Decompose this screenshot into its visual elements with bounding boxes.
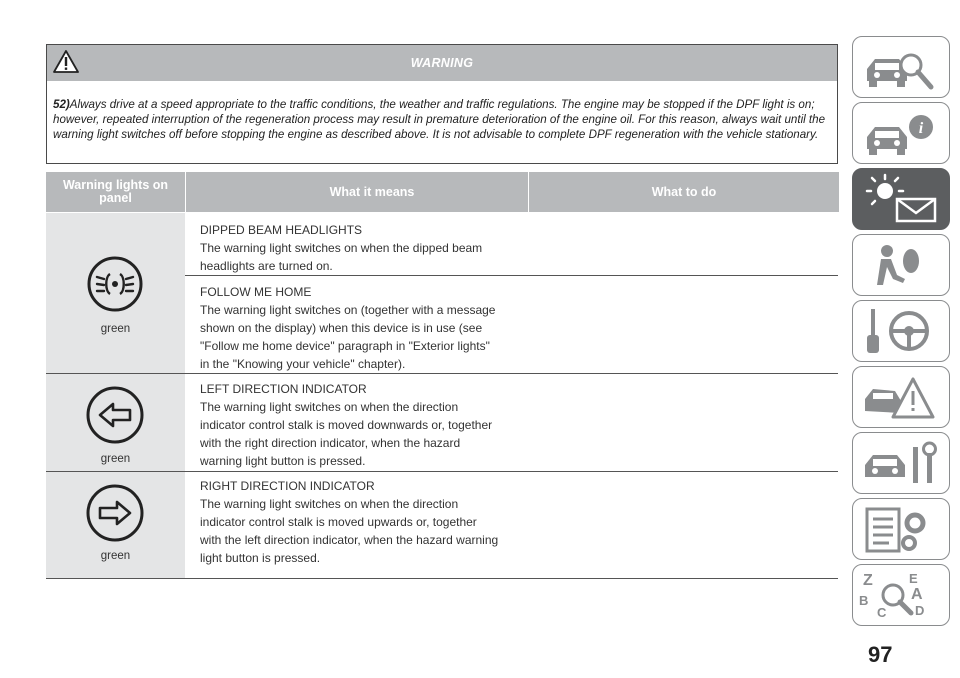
warning-lights-table xyxy=(46,172,838,565)
lamp-cell xyxy=(46,213,185,373)
checklist-gear-icon[interactable] xyxy=(852,498,950,560)
warning-body: Always drive at a speed appropriate to the traffic conditions, the weather and traffic regulations. The engine may be stopped if the DPF light is on; however, repeated interruption of the regeneration process may result in premature deterioration of the engine oil. For this reason, always wait until the warning light switches off before stopping the engine as described above. It is not advisable to complete DPF regeneration with the vehicle stationary. xyxy=(53,98,826,141)
entry-line: shown on the display) when this device is in use (see xyxy=(200,321,483,335)
warning-box xyxy=(46,44,838,164)
entry-line: indicator control stalk is moved downwards or, together xyxy=(200,418,493,432)
warning-header xyxy=(47,45,837,81)
warning-light-message-icon[interactable] xyxy=(852,168,950,230)
column-header-meaning: What it means xyxy=(185,172,558,212)
entry-line: The warning light switches on when the direction xyxy=(200,400,459,414)
lamp-color-label: green xyxy=(100,550,131,562)
entry-line: warning light button is pressed. xyxy=(200,454,366,468)
lamp-cell xyxy=(46,472,185,578)
car-accident-warning-icon[interactable] xyxy=(852,366,950,428)
entry-title: FOLLOW ME HOME xyxy=(200,285,312,299)
car-info-icon[interactable] xyxy=(852,102,950,164)
dipped-beam-headlights-icon xyxy=(86,255,144,313)
entry-line: with the right direction indicator, when the hazard xyxy=(200,436,461,450)
entry-line: indicator control stalk is moved upwards or, together xyxy=(200,515,477,529)
svg-text:A: A xyxy=(911,586,923,603)
row-divider xyxy=(185,275,838,276)
table-row xyxy=(46,374,838,472)
entry-line: "Follow me home device" paragraph in "Exterior lights" xyxy=(200,339,490,353)
svg-text:i: i xyxy=(918,120,924,137)
entry-line: The warning light switches on when the direction xyxy=(200,497,459,511)
entry-line: The warning light switches on when the dipped beam xyxy=(200,241,483,255)
column-header-lights: Warning lights on panel xyxy=(46,172,185,212)
page-number: 97 xyxy=(868,642,893,667)
entry-line: in the "Knowing your vehicle" chapter). xyxy=(200,357,406,371)
column-header-action: What to do xyxy=(528,172,839,212)
car-wrench-icon[interactable] xyxy=(852,432,950,494)
right-arrow-icon xyxy=(86,484,144,542)
svg-text:E: E xyxy=(909,571,918,586)
table-row xyxy=(46,213,838,374)
meaning-entry xyxy=(200,221,540,275)
car-search-icon[interactable] xyxy=(852,36,950,98)
meaning-entry xyxy=(200,380,540,470)
svg-text:Z: Z xyxy=(863,572,873,589)
warning-title: WARNING xyxy=(410,56,474,70)
key-steering-wheel-icon[interactable] xyxy=(852,300,950,362)
svg-text:B: B xyxy=(859,593,869,608)
table-header xyxy=(46,172,838,212)
meaning-entry xyxy=(200,283,540,373)
svg-text:D: D xyxy=(915,603,925,618)
lamp-color-label: green xyxy=(100,323,131,335)
passenger-airbag-icon[interactable] xyxy=(852,234,950,296)
svg-text:C: C xyxy=(877,605,887,620)
table-row xyxy=(46,472,838,579)
left-arrow-icon xyxy=(86,386,144,444)
lamp-color-label: green xyxy=(100,453,131,465)
entry-line: headlights are turned on. xyxy=(200,259,333,273)
alphabet-index-icon[interactable] xyxy=(852,564,950,626)
meaning-entry xyxy=(200,477,540,567)
warning-text xyxy=(53,97,831,142)
entry-line: light button is pressed. xyxy=(200,551,321,565)
entry-title: RIGHT DIRECTION INDICATOR xyxy=(200,479,375,493)
entry-line: The warning light switches on (together with a message xyxy=(200,303,496,317)
lamp-cell xyxy=(46,374,185,471)
entry-line: with the left direction indicator, when the hazard warning xyxy=(200,533,499,547)
entry-title: LEFT DIRECTION INDICATOR xyxy=(200,382,367,396)
warning-note-number: 52) xyxy=(53,98,70,111)
entry-title: DIPPED BEAM HEADLIGHTS xyxy=(200,223,363,237)
